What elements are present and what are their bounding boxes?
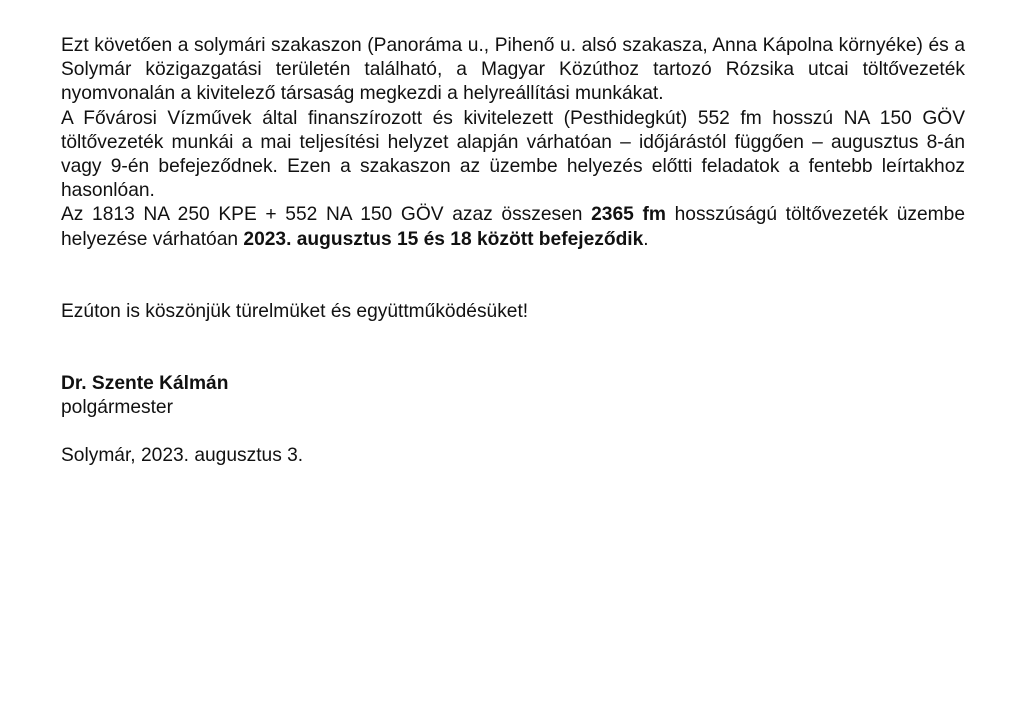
signatory-title: polgármester	[61, 397, 173, 419]
thanks-line: Ezúton is köszönjük türelmüket és együttműködésüket!	[61, 300, 529, 322]
commissioning-text-1: Az 1813 NA 250 KPE + 552 NA 150 GÖV azaz összesen	[61, 204, 592, 226]
spacer	[61, 252, 965, 300]
completion-date-highlight: 2023. augusztus 15 és 18 között befejeződik	[243, 228, 644, 250]
letter-body	[61, 34, 965, 469]
paragraph-pesthidegkut-section: A Fővárosi Vízművek által finanszírozott és kivitelezett (Pesthidegkút) 552 fm hosszú NA 150 GÖV töltővezeték munkái a mai teljesítési helyzet alapján várhatóan – időjárástól függően – augusztus 8-án vagy 9-én befejeződnek. Ezen a szakaszon az üzembe helyezés előtti feladatok a fentebb leírtakhoz hasonlóan.	[61, 107, 965, 202]
commissioning-text-3: .	[643, 228, 649, 250]
place-and-date: Solymár, 2023. augusztus 3.	[61, 445, 304, 467]
spacer	[61, 324, 965, 372]
paragraph-restoration-works: Ezt követően a solymári szakaszon (Panoráma u., Pihenő u. alsó szakasza, Anna Kápolna környéke) és a Solymár közigazgatási területén található, a Magyar Közúthoz tartozó Rózsika utcai töltővezeték nyomvonalán a kivitelező társaság megkezdi a helyreállítási munkákat.	[61, 35, 965, 105]
paragraph-commissioning-summary	[61, 203, 965, 251]
commissioning-text-2: hosszúságú töltővezeték üzembe helyezése várhatóan	[61, 204, 965, 250]
signatory-name: Dr. Szente Kálmán	[61, 373, 229, 395]
total-length-highlight: 2365 fm	[591, 204, 666, 226]
spacer	[61, 420, 965, 444]
